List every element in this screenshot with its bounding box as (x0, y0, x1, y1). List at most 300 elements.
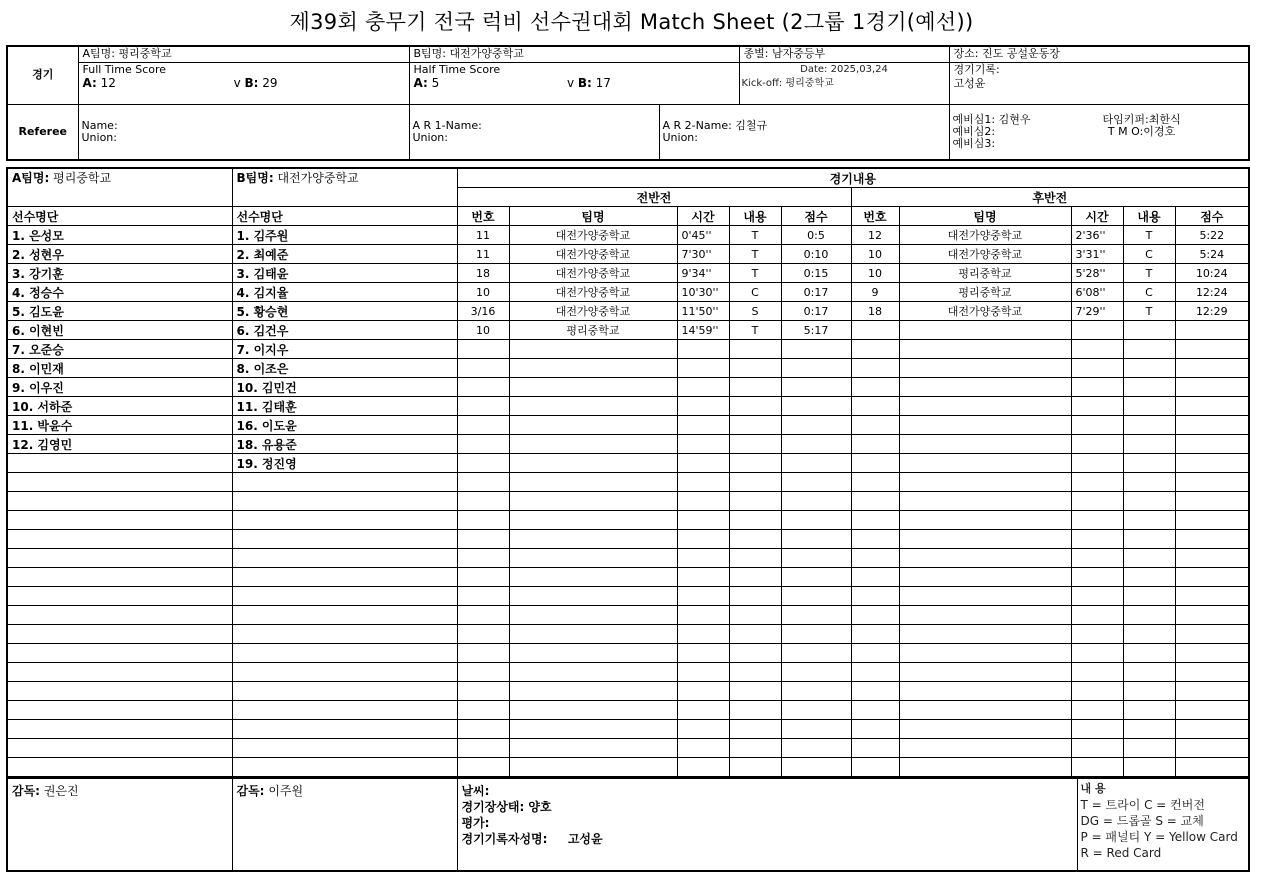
first-half-cell: T (729, 245, 781, 264)
col-score: 점수 (1175, 207, 1249, 226)
first-half-cell (509, 340, 677, 359)
b-player: 18. 유용준 (232, 435, 457, 454)
header-table (6, 45, 1250, 161)
ar2-name: A R 2-Name: 김철규 (662, 118, 768, 132)
first-half-cell (729, 568, 781, 587)
second-half-cell: 5'28'' (1071, 264, 1123, 283)
first-half-cell (781, 473, 851, 492)
second-half-cell (1175, 397, 1249, 416)
a-player (7, 492, 232, 511)
first-half-cell (729, 530, 781, 549)
second-half-cell (851, 378, 899, 397)
second-half-cell (851, 701, 899, 720)
first-half-cell: 11 (457, 226, 509, 245)
second-half-cell (1071, 359, 1123, 378)
second-half-cell (899, 435, 1071, 454)
second-half-cell (1123, 473, 1175, 492)
b-player: 11. 김태훈 (232, 397, 457, 416)
second-half-cell (1123, 720, 1175, 739)
second-half-cell (1175, 568, 1249, 587)
first-half-cell (729, 682, 781, 701)
first-half-cell (677, 682, 729, 701)
legend-line: DG = 드롭골 S = 교체 (1080, 814, 1204, 828)
second-half-cell (1071, 663, 1123, 682)
table-row (7, 378, 1249, 397)
first-half-cell (677, 454, 729, 473)
col-event: 내용 (1123, 207, 1175, 226)
a-team-label: A팀명: (12, 171, 50, 185)
first-half-cell (457, 606, 509, 625)
referee-union: Union: (81, 130, 117, 144)
first-half-cell (509, 359, 677, 378)
second-half-cell (1123, 701, 1175, 720)
b-player (232, 530, 457, 549)
first-half-cell (781, 359, 851, 378)
second-half-cell (899, 473, 1071, 492)
b-player: 19. 정진영 (232, 454, 457, 473)
first-half-cell (677, 397, 729, 416)
second-half-cell (851, 739, 899, 758)
second-half-cell (1175, 492, 1249, 511)
match-sheet (6, 45, 1248, 872)
first-half-cell (509, 606, 677, 625)
second-half-cell (851, 644, 899, 663)
table-row (7, 625, 1249, 644)
first-half-cell: C (729, 283, 781, 302)
second-half-cell (899, 359, 1071, 378)
second-half-cell (851, 625, 899, 644)
b-player (232, 511, 457, 530)
first-half-cell (677, 359, 729, 378)
second-half-cell (899, 701, 1071, 720)
first-half-cell: 0'45'' (677, 226, 729, 245)
first-half-cell (729, 549, 781, 568)
first-half-cell (729, 416, 781, 435)
second-half-cell: 9 (851, 283, 899, 302)
second-half-cell (1123, 416, 1175, 435)
col-number: 번호 (851, 207, 899, 226)
b-player (232, 682, 457, 701)
second-half-cell: 5:24 (1175, 245, 1249, 264)
second-half-cell: C (1123, 283, 1175, 302)
second-half-cell (1071, 511, 1123, 530)
first-half-cell (677, 416, 729, 435)
first-half-cell (509, 720, 677, 739)
first-half-cell (457, 701, 509, 720)
second-half-cell (1071, 340, 1123, 359)
second-half-cell (1175, 473, 1249, 492)
first-half-cell: 10 (457, 283, 509, 302)
first-half-cell (781, 682, 851, 701)
first-half-title: 전반전 (457, 188, 851, 207)
a-player (7, 682, 232, 701)
table-row (7, 473, 1249, 492)
first-half-cell (781, 435, 851, 454)
first-half-cell (509, 549, 677, 568)
a-player (7, 720, 232, 739)
first-half-cell (677, 720, 729, 739)
second-half-cell (899, 663, 1071, 682)
table-row (7, 663, 1249, 682)
col-score: 점수 (781, 207, 851, 226)
second-half-title: 후반전 (851, 188, 1249, 207)
recorder-label: 경기기록: (953, 63, 1000, 76)
first-half-cell: 10'30'' (677, 283, 729, 302)
b-player (232, 720, 457, 739)
first-half-cell (781, 340, 851, 359)
legend-line: T = 트라이 C = 컨버전 (1080, 798, 1205, 812)
first-half-cell (457, 435, 509, 454)
ar2-union: Union: (662, 130, 698, 144)
second-half-cell (899, 720, 1071, 739)
second-half-cell (1175, 511, 1249, 530)
first-half-cell (729, 378, 781, 397)
second-half-cell (851, 568, 899, 587)
first-half-cell: 11 (457, 245, 509, 264)
first-half-cell (509, 568, 677, 587)
second-half-cell: 12 (851, 226, 899, 245)
second-half-cell (1071, 378, 1123, 397)
second-half-cell (899, 340, 1071, 359)
b-player (232, 663, 457, 682)
second-half-cell (1123, 340, 1175, 359)
first-half-cell (781, 549, 851, 568)
second-half-cell (1123, 454, 1175, 473)
second-half-cell (1175, 587, 1249, 606)
second-half-cell: 12:24 (1175, 283, 1249, 302)
half-a-score: 5 (431, 76, 440, 90)
col-number: 번호 (457, 207, 509, 226)
first-half-cell (729, 606, 781, 625)
table-row (7, 340, 1249, 359)
b-player (232, 758, 457, 778)
first-half-cell (509, 625, 677, 644)
first-half-cell (677, 606, 729, 625)
first-half-cell (677, 625, 729, 644)
first-half-cell (729, 454, 781, 473)
a-player (7, 511, 232, 530)
first-half-cell (781, 758, 851, 778)
second-half-cell (851, 492, 899, 511)
second-half-cell (1071, 720, 1123, 739)
a-player (7, 454, 232, 473)
first-half-cell (677, 568, 729, 587)
referee-name: Name: (81, 118, 118, 132)
table-row (7, 435, 1249, 454)
ar1-name: A R 1-Name: (412, 118, 482, 132)
second-half-cell (1175, 359, 1249, 378)
second-half-cell: T (1123, 226, 1175, 245)
first-half-cell (509, 454, 677, 473)
first-half-cell (677, 435, 729, 454)
second-half-cell (851, 530, 899, 549)
col-event: 내용 (729, 207, 781, 226)
ar1-union: Union: (412, 130, 448, 144)
b-roster-header: 선수명단 (232, 207, 457, 226)
second-half-cell (851, 758, 899, 778)
second-half-cell: 3'31'' (1071, 245, 1123, 264)
second-half-cell (851, 359, 899, 378)
b-team-name: B팀명: 대전가양중학교 (410, 47, 739, 63)
first-half-cell (509, 397, 677, 416)
second-half-cell: T (1123, 264, 1175, 283)
legend (1077, 779, 1249, 871)
a-player (7, 701, 232, 720)
a-player (7, 644, 232, 663)
a-roster-header: 선수명단 (7, 207, 232, 226)
first-half-cell (729, 587, 781, 606)
second-half-cell (1123, 587, 1175, 606)
col-time: 시간 (677, 207, 729, 226)
first-half-cell (509, 758, 677, 778)
first-half-cell (729, 663, 781, 682)
second-half-cell: 10 (851, 264, 899, 283)
second-half-cell (899, 606, 1071, 625)
second-half-cell (899, 511, 1071, 530)
first-half-cell: 14'59'' (677, 321, 729, 340)
first-half-cell (457, 625, 509, 644)
first-half-cell (729, 340, 781, 359)
table-row (7, 682, 1249, 701)
second-half-cell (1123, 644, 1175, 663)
half-time-score: A: 5 v B: 17 (413, 76, 611, 90)
first-half-cell (677, 758, 729, 778)
b-player (232, 587, 457, 606)
a-player: 1. 은성모 (7, 226, 232, 245)
b-team-label: B팀명: (236, 171, 274, 185)
first-half-cell (729, 739, 781, 758)
a-team-value: 평리중학교 (53, 171, 112, 185)
b-player (232, 492, 457, 511)
second-half-cell (899, 416, 1071, 435)
second-half-cell (899, 530, 1071, 549)
first-half-cell (729, 473, 781, 492)
second-half-cell (851, 397, 899, 416)
second-half-cell (851, 606, 899, 625)
table-row (7, 511, 1249, 530)
second-half-cell (1071, 492, 1123, 511)
a-team-name: A팀명: 평리중학교 (79, 47, 409, 63)
b-player (232, 473, 457, 492)
b-coach: 이주원 (268, 784, 304, 798)
second-half-cell (899, 682, 1071, 701)
first-half-cell (781, 644, 851, 663)
first-half-cell (457, 416, 509, 435)
a-player: 4. 정승수 (7, 283, 232, 302)
b-player (232, 568, 457, 587)
first-half-cell (677, 701, 729, 720)
first-half-cell: T (729, 264, 781, 283)
first-half-cell: 10 (457, 321, 509, 340)
first-half-cell (457, 473, 509, 492)
second-half-cell (1175, 416, 1249, 435)
footer-table (6, 778, 1250, 872)
second-half-cell (1071, 321, 1123, 340)
first-half-cell (509, 378, 677, 397)
second-half-cell (1071, 701, 1123, 720)
second-half-cell: 대전가양중학교 (899, 302, 1071, 321)
second-half-cell (1175, 340, 1249, 359)
table-row (7, 587, 1249, 606)
first-half-cell: 7'30'' (677, 245, 729, 264)
second-half-cell: 18 (851, 302, 899, 321)
second-half-cell (1175, 758, 1249, 778)
first-half-cell (781, 606, 851, 625)
first-half-cell (677, 530, 729, 549)
first-half-cell (457, 758, 509, 778)
match-label: 경기 (7, 46, 78, 104)
second-half-cell (1123, 511, 1175, 530)
b-player: 2. 최예준 (232, 245, 457, 264)
a-player (7, 606, 232, 625)
first-half-cell (781, 587, 851, 606)
second-half-cell (851, 511, 899, 530)
second-half-cell (1175, 663, 1249, 682)
second-half-cell (1071, 435, 1123, 454)
referee-label: Referee (7, 104, 78, 160)
full-a-score: 12 (100, 76, 116, 90)
second-half-cell: 2'36'' (1071, 226, 1123, 245)
b-team-value: 대전가양중학교 (277, 171, 359, 185)
a-player: 12. 김영민 (7, 435, 232, 454)
half-b-score: 17 (595, 76, 611, 90)
first-half-cell: 대전가양중학교 (509, 245, 677, 264)
first-half-cell (457, 492, 509, 511)
second-half-cell (1071, 587, 1123, 606)
first-half-cell (509, 511, 677, 530)
reserve-2: 예비심2: (952, 124, 996, 138)
a-player (7, 530, 232, 549)
b-player (232, 606, 457, 625)
full-time-label: Full Time Score (82, 63, 167, 76)
second-half-cell: 10:24 (1175, 264, 1249, 283)
kickoff: Kick-off: 평리중학교 (741, 78, 834, 89)
second-half-cell (851, 416, 899, 435)
full-time-score: A: 12 v B: 29 (82, 76, 278, 90)
first-half-cell (781, 530, 851, 549)
second-half-cell: 대전가양중학교 (899, 245, 1071, 264)
first-half-cell: 대전가양중학교 (509, 264, 677, 283)
first-half-cell: 0:17 (781, 302, 851, 321)
sheet-title: 제39회 충무기 전국 럭비 선수권대회 Match Sheet (2그룹 1경기(예선)) (289, 10, 974, 34)
second-half-cell (1071, 739, 1123, 758)
first-half-cell (457, 340, 509, 359)
second-half-cell (899, 587, 1071, 606)
first-half-cell (729, 511, 781, 530)
table-row (7, 359, 1249, 378)
a-player: 10. 서하준 (7, 397, 232, 416)
second-half-cell (899, 378, 1071, 397)
second-half-cell (1175, 644, 1249, 663)
second-half-cell (1123, 321, 1175, 340)
first-half-cell (677, 378, 729, 397)
table-row (7, 321, 1249, 340)
col-team: 팀명 (899, 207, 1071, 226)
second-half-cell (1071, 397, 1123, 416)
a-player (7, 625, 232, 644)
first-half-cell (509, 587, 677, 606)
first-half-cell (509, 473, 677, 492)
a-player (7, 549, 232, 568)
second-half-cell (899, 492, 1071, 511)
main-table (6, 167, 1250, 778)
second-half-cell (899, 321, 1071, 340)
second-half-cell (899, 644, 1071, 663)
second-half-cell: 대전가양중학교 (899, 226, 1071, 245)
b-player: 7. 이지우 (232, 340, 457, 359)
timekeeper: 타임키퍼:최한식 (1102, 112, 1181, 126)
first-half-cell (509, 416, 677, 435)
table-row (7, 568, 1249, 587)
table-row (7, 739, 1249, 758)
second-half-cell (899, 739, 1071, 758)
table-row (7, 264, 1249, 283)
second-half-cell (1071, 758, 1123, 778)
second-half-cell (1071, 416, 1123, 435)
first-half-cell: 11'50'' (677, 302, 729, 321)
second-half-cell (1175, 701, 1249, 720)
a-player (7, 739, 232, 758)
first-half-cell (457, 587, 509, 606)
second-half-cell: T (1123, 302, 1175, 321)
a-coach-label: 감독: (12, 784, 40, 798)
second-half-cell (851, 682, 899, 701)
first-half-cell (677, 473, 729, 492)
b-player: 10. 김민건 (232, 378, 457, 397)
b-player: 3. 김태윤 (232, 264, 457, 283)
second-half-cell: 평리중학교 (899, 283, 1071, 302)
second-half-cell (1071, 568, 1123, 587)
first-half-cell (509, 492, 677, 511)
first-half-cell (729, 720, 781, 739)
table-row (7, 549, 1249, 568)
second-half-cell (1123, 758, 1175, 778)
second-half-cell (1175, 720, 1249, 739)
first-half-cell (457, 720, 509, 739)
second-half-cell (1071, 530, 1123, 549)
first-half-cell (457, 454, 509, 473)
venue: 장소: 진도 공설운동장 (950, 47, 1249, 63)
second-half-cell (1123, 606, 1175, 625)
a-player (7, 473, 232, 492)
second-half-cell (1123, 530, 1175, 549)
writer-label: 경기기록자성명: (461, 832, 548, 846)
first-half-cell (729, 625, 781, 644)
first-half-cell (677, 492, 729, 511)
half-time-label: Half Time Score (413, 63, 501, 76)
second-half-cell (851, 340, 899, 359)
first-half-cell (677, 511, 729, 530)
legend-line: R = Red Card (1080, 846, 1162, 860)
second-half-cell (1175, 435, 1249, 454)
second-half-cell: 6'08'' (1071, 283, 1123, 302)
a-player: 9. 이우진 (7, 378, 232, 397)
first-half-cell (677, 739, 729, 758)
table-row (7, 644, 1249, 663)
first-half-cell (781, 416, 851, 435)
first-half-cell (781, 492, 851, 511)
evaluation: 평가: (461, 816, 490, 830)
first-half-cell: 3/16 (457, 302, 509, 321)
first-half-cell (729, 359, 781, 378)
legend-title: 내 용 (1080, 782, 1106, 795)
table-row (7, 283, 1249, 302)
second-half-cell (851, 720, 899, 739)
first-half-cell (509, 663, 677, 682)
first-half-cell (457, 644, 509, 663)
first-half-cell: 18 (457, 264, 509, 283)
second-half-cell (1071, 625, 1123, 644)
